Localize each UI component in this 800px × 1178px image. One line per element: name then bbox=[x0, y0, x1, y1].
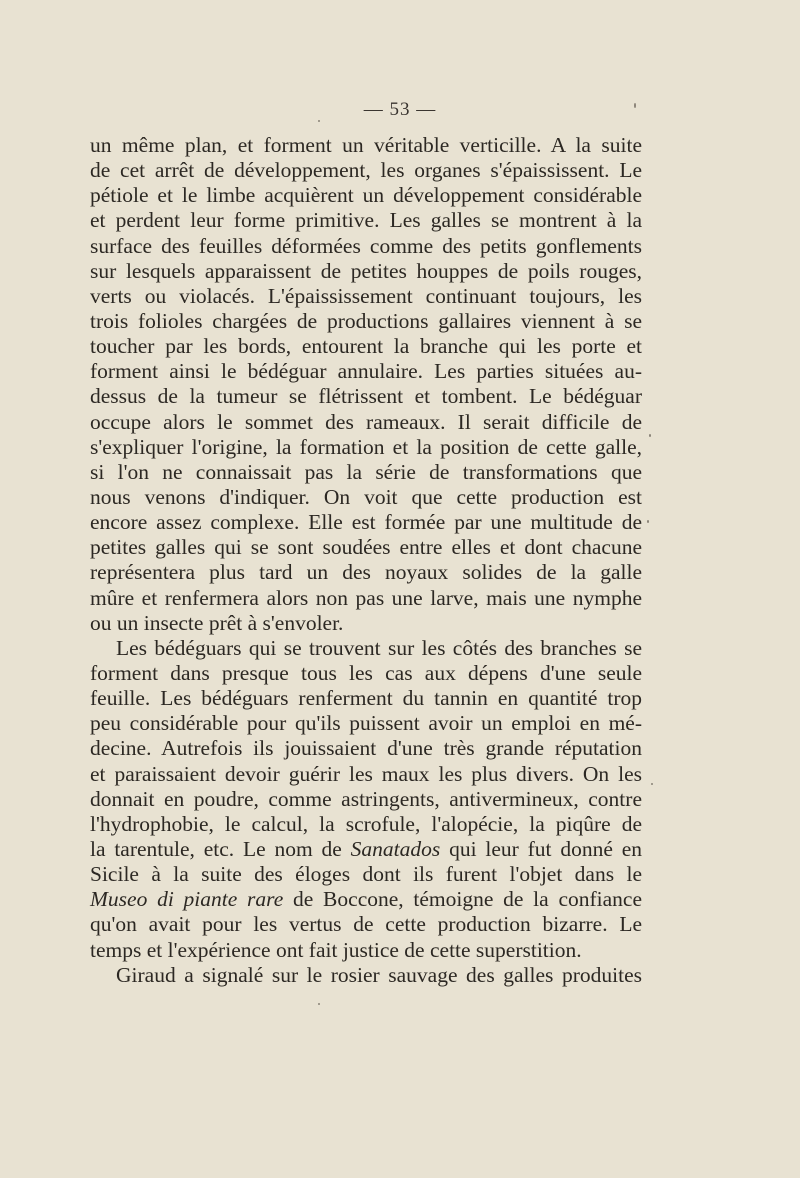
text-line: verts ou violacés. L'épaississement continuant toujours, les bbox=[90, 283, 642, 308]
text-line: Les bédéguars qui se trouvent sur les côtés des branches se bbox=[116, 635, 642, 660]
text-line: s'expliquer l'origine, la formation et la position de cette galle, bbox=[90, 434, 642, 459]
text-line: un même plan, et forment un véritable verticille. A la suite bbox=[90, 133, 642, 157]
text-line-with-italic bbox=[90, 887, 642, 912]
body-text bbox=[90, 133, 642, 988]
text-line: et paraissaient devoir guérir les maux les plus divers. On les bbox=[90, 761, 642, 786]
text-run: la tarentule, etc. Le nom de bbox=[90, 836, 342, 861]
page-number: — 53 — bbox=[363, 99, 437, 120]
paper-speck bbox=[634, 103, 636, 108]
text-line: sur lesquels apparaissent de petites houppes de poils rouges, bbox=[90, 258, 642, 283]
paper-speck bbox=[318, 1003, 320, 1005]
paper-speck bbox=[318, 120, 320, 122]
paper-speck bbox=[647, 520, 649, 523]
text-line: petites galles qui se sont soudées entre elles et dont chacune bbox=[90, 535, 642, 560]
text-line: et perdent leur forme primitive. Les galles se montrent à la bbox=[90, 208, 642, 233]
text-line: forment ainsi le bédéguar annulaire. Les parties situées au- bbox=[90, 359, 642, 384]
text-line: Sicile à la suite des éloges dont ils furent l'objet dans le bbox=[90, 862, 642, 887]
text-line-with-italic bbox=[90, 837, 642, 862]
text-line: surface des feuilles déformées comme des petits gonflements bbox=[90, 233, 642, 258]
text-line: si l'on ne connaissait pas la série de transformations que bbox=[90, 459, 642, 484]
text-run: de Boccone, témoigne de la confiance bbox=[293, 887, 643, 912]
text-line: peu considérable pour qu'ils puissent avoir un emploi en mé- bbox=[90, 711, 642, 736]
text-line: l'hydrophobie, le calcul, la scrofule, l'alopécie, la piqûre de bbox=[90, 811, 642, 836]
text-line: feuille. Les bédéguars renferment du tannin en quantité trop bbox=[90, 686, 642, 711]
italic-title: Museo di piante rare bbox=[90, 887, 284, 912]
paper-speck bbox=[649, 434, 651, 437]
text-line: forment dans presque tous les cas aux dépens d'une seule bbox=[90, 660, 642, 685]
text-line: représentera plus tard un des noyaux solides de la galle bbox=[90, 560, 642, 585]
text-line: trois folioles chargées de productions gallaires viennent à se bbox=[90, 308, 642, 333]
text-line: pétiole et le limbe acquièrent un développement considérable bbox=[90, 183, 642, 208]
text-run: qui leur fut donné en bbox=[449, 836, 643, 861]
text-line: ou un insecte prêt à s'envoler. bbox=[90, 610, 344, 635]
text-line: toucher par les bords, entourent la branche qui les porte et bbox=[90, 334, 642, 359]
italic-term: Sanatados bbox=[350, 836, 441, 861]
text-line: donnait en poudre, comme astringents, antivermineux, contre bbox=[90, 786, 642, 811]
text-line: de cet arrêt de développement, les organes s'épaississent. Le bbox=[90, 158, 642, 183]
text-line: Giraud a signalé sur le rosier sauvage des galles produites bbox=[116, 962, 642, 987]
text-line: decine. Autrefois ils jouissaient d'une très grande réputation bbox=[90, 736, 642, 761]
text-line: qu'on avait pour les vertus de cette production bizarre. Le bbox=[90, 912, 642, 937]
text-line: temps et l'expérience ont fait justice de cette superstition. bbox=[90, 937, 582, 962]
text-line: encore assez complexe. Elle est formée par une multitude de bbox=[90, 510, 642, 535]
text-line: mûre et renfermera alors non pas une larve, mais une nymphe bbox=[90, 585, 642, 610]
text-line: dessus de la tumeur se flétrissent et tombent. Le bédéguar bbox=[90, 384, 642, 409]
paper-speck bbox=[651, 783, 653, 785]
text-line: nous venons d'indiquer. On voit que cette production est bbox=[90, 484, 642, 509]
text-line: occupe alors le sommet des rameaux. Il serait difficile de bbox=[90, 409, 642, 434]
